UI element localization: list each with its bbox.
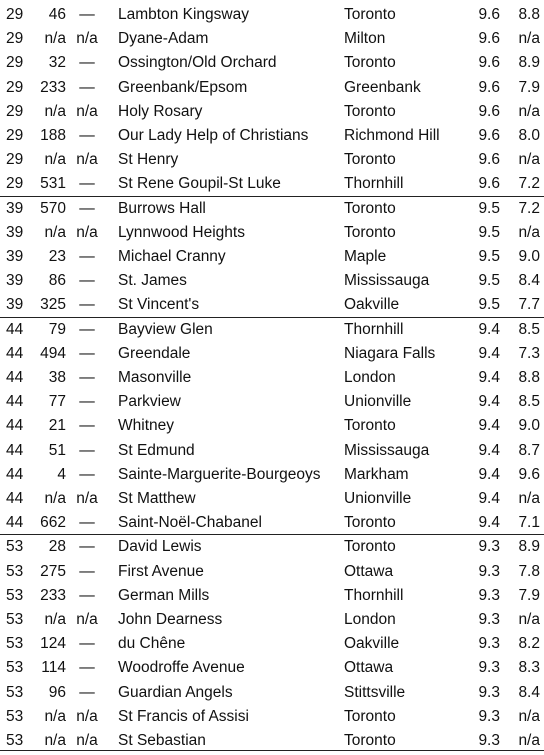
rank-cell: 29 xyxy=(6,30,24,48)
trend-cell: n/a xyxy=(76,102,98,120)
average-score-cell: n/a xyxy=(518,732,540,749)
school-name-cell: Lynnwood Heights xyxy=(118,223,245,241)
rank-cell: 39 xyxy=(6,223,24,241)
school-name-cell: Greendale xyxy=(118,344,191,362)
school-name-cell: Lambton Kingsway xyxy=(118,6,249,23)
score-cell: 9.5 xyxy=(478,248,500,265)
score-cell: 9.3 xyxy=(478,659,500,677)
rank-cell: 29 xyxy=(6,102,24,120)
average-score-cell: 8.4 xyxy=(518,683,540,701)
table-row xyxy=(0,3,544,27)
city-cell: Milton xyxy=(344,30,386,48)
school-name-cell: Parkview xyxy=(118,393,181,411)
school-name-cell: Greenbank/Epsom xyxy=(118,78,248,96)
average-score-cell: 8.4 xyxy=(518,272,540,290)
city-cell: Maple xyxy=(344,248,387,265)
score-cell: 9.6 xyxy=(478,6,500,23)
previous-rank-cell: 275 xyxy=(40,562,66,580)
average-score-cell: n/a xyxy=(518,223,540,241)
previous-rank-cell: 28 xyxy=(48,538,66,556)
trend-cell: — xyxy=(79,393,95,411)
average-score-cell: 8.8 xyxy=(518,369,540,386)
trend-cell: — xyxy=(79,320,95,338)
score-cell: 9.6 xyxy=(478,30,500,48)
rank-cell: 44 xyxy=(6,514,24,532)
average-score-cell: 8.9 xyxy=(518,538,540,556)
trend-cell: — xyxy=(79,659,95,677)
city-cell: Unionville xyxy=(344,393,412,411)
table-row xyxy=(0,197,544,221)
school-name-cell: German Mills xyxy=(118,586,210,604)
score-cell: 9.3 xyxy=(478,683,500,701)
school-name-cell: Bayview Glen xyxy=(118,320,213,338)
table-row xyxy=(0,100,544,124)
city-cell: Thornhill xyxy=(344,175,404,193)
table-row xyxy=(0,608,544,632)
average-score-cell: 8.5 xyxy=(518,393,540,411)
city-cell: Mississauga xyxy=(344,272,430,290)
table-bottom-rule xyxy=(0,750,544,751)
trend-cell: n/a xyxy=(76,490,98,507)
school-name-cell: St. James xyxy=(118,272,187,290)
city-cell: Toronto xyxy=(344,732,396,749)
trend-cell: — xyxy=(79,199,95,217)
score-cell: 9.5 xyxy=(478,223,500,241)
trend-cell: — xyxy=(79,344,95,362)
score-cell: 9.3 xyxy=(478,635,500,653)
score-cell: 9.3 xyxy=(478,586,500,604)
previous-rank-cell: 38 xyxy=(48,369,66,386)
table-row xyxy=(0,245,544,269)
trend-cell: — xyxy=(79,369,95,386)
rank-cell: 29 xyxy=(6,127,24,144)
rank-cell: 44 xyxy=(6,490,24,507)
table-row xyxy=(0,293,544,317)
city-cell: Toronto xyxy=(344,538,396,556)
average-score-cell: n/a xyxy=(518,611,540,628)
table-row xyxy=(0,221,544,245)
score-cell: 9.4 xyxy=(478,465,500,483)
trend-cell: n/a xyxy=(76,30,98,48)
school-name-cell: St Sebastian xyxy=(118,732,206,749)
city-cell: Toronto xyxy=(344,102,396,120)
average-score-cell: 9.6 xyxy=(518,465,540,483)
previous-rank-cell: n/a xyxy=(44,707,66,725)
score-cell: 9.6 xyxy=(478,127,500,144)
score-cell: 9.3 xyxy=(478,732,500,749)
school-name-cell: Saint-Noël-Chabanel xyxy=(118,514,262,532)
rank-cell: 53 xyxy=(6,635,24,653)
trend-cell: n/a xyxy=(76,151,98,169)
school-name-cell: Dyane-Adam xyxy=(118,30,209,48)
average-score-cell: 8.9 xyxy=(518,54,540,72)
average-score-cell: n/a xyxy=(518,707,540,725)
previous-rank-cell: 96 xyxy=(48,683,66,701)
city-cell: Ottawa xyxy=(344,659,394,677)
school-name-cell: Michael Cranny xyxy=(118,248,226,265)
rank-cell: 44 xyxy=(6,441,24,459)
city-cell: Toronto xyxy=(344,54,396,72)
city-cell: Toronto xyxy=(344,514,396,532)
average-score-cell: n/a xyxy=(518,151,540,169)
previous-rank-cell: 46 xyxy=(48,6,66,23)
previous-rank-cell: 124 xyxy=(40,635,66,653)
score-cell: 9.4 xyxy=(478,514,500,532)
score-cell: 9.3 xyxy=(478,562,500,580)
rank-cell: 53 xyxy=(6,586,24,604)
school-name-cell: St Vincent's xyxy=(118,296,200,314)
score-cell: 9.5 xyxy=(478,296,500,314)
rank-cell: 53 xyxy=(6,732,24,749)
school-name-cell: Ossington/Old Orchard xyxy=(118,54,277,72)
trend-cell: — xyxy=(79,296,95,314)
score-cell: 9.6 xyxy=(478,54,500,72)
average-score-cell: 7.9 xyxy=(518,78,540,96)
score-cell: 9.5 xyxy=(478,272,500,290)
table-row xyxy=(0,439,544,463)
average-score-cell: 8.7 xyxy=(518,441,540,459)
previous-rank-cell: 188 xyxy=(40,127,66,144)
trend-cell: — xyxy=(79,635,95,653)
score-cell: 9.4 xyxy=(478,320,500,338)
school-name-cell: St Henry xyxy=(118,151,179,169)
trend-cell: — xyxy=(79,54,95,72)
trend-cell: — xyxy=(79,514,95,532)
table-row xyxy=(0,318,544,342)
table-row xyxy=(0,487,544,511)
school-name-cell: Sainte-Marguerite-Bourgeoys xyxy=(118,465,321,483)
previous-rank-cell: 233 xyxy=(40,78,66,96)
rank-cell: 44 xyxy=(6,465,24,483)
score-cell: 9.6 xyxy=(478,102,500,120)
previous-rank-cell: 325 xyxy=(40,296,66,314)
average-score-cell: 8.5 xyxy=(518,320,540,338)
average-score-cell: n/a xyxy=(518,102,540,120)
rank-cell: 53 xyxy=(6,683,24,701)
city-cell: Toronto xyxy=(344,223,396,241)
table-row xyxy=(0,632,544,656)
score-cell: 9.4 xyxy=(478,344,500,362)
city-cell: Mississauga xyxy=(344,441,430,459)
school-name-cell: Holy Rosary xyxy=(118,102,203,120)
score-cell: 9.6 xyxy=(478,175,500,193)
previous-rank-cell: 233 xyxy=(40,586,66,604)
average-score-cell: n/a xyxy=(518,490,540,507)
score-cell: 9.4 xyxy=(478,417,500,435)
average-score-cell: 9.0 xyxy=(518,417,540,435)
school-name-cell: Whitney xyxy=(118,417,174,435)
average-score-cell: 7.9 xyxy=(518,586,540,604)
average-score-cell: 9.0 xyxy=(518,248,540,265)
trend-cell: — xyxy=(79,538,95,556)
rank-cell: 39 xyxy=(6,199,24,217)
school-name-cell: Guardian Angels xyxy=(118,683,233,701)
city-cell: Thornhill xyxy=(344,586,404,604)
table-row xyxy=(0,681,544,705)
previous-rank-cell: 4 xyxy=(57,465,66,483)
city-cell: London xyxy=(344,369,396,386)
trend-cell: — xyxy=(79,272,95,290)
trend-cell: — xyxy=(79,683,95,701)
previous-rank-cell: n/a xyxy=(44,490,66,507)
average-score-cell: 7.3 xyxy=(518,344,540,362)
average-score-cell: 7.7 xyxy=(518,296,540,314)
trend-cell: — xyxy=(79,562,95,580)
trend-cell: — xyxy=(79,441,95,459)
city-cell: Oakville xyxy=(344,296,400,314)
previous-rank-cell: 531 xyxy=(40,175,66,193)
score-cell: 9.3 xyxy=(478,538,500,556)
city-cell: Markham xyxy=(344,465,409,483)
trend-cell: — xyxy=(79,78,95,96)
table-row xyxy=(0,511,544,535)
previous-rank-cell: 662 xyxy=(40,514,66,532)
rank-cell: 44 xyxy=(6,344,24,362)
city-cell: Ottawa xyxy=(344,562,394,580)
table-row xyxy=(0,463,544,487)
table-row xyxy=(0,124,544,148)
trend-cell: n/a xyxy=(76,223,98,241)
previous-rank-cell: n/a xyxy=(44,151,66,169)
rank-cell: 29 xyxy=(6,151,24,169)
city-cell: Toronto xyxy=(344,417,396,435)
rank-cell: 53 xyxy=(6,707,24,725)
score-cell: 9.6 xyxy=(478,151,500,169)
average-score-cell: 7.2 xyxy=(518,199,540,217)
rank-cell: 44 xyxy=(6,417,24,435)
previous-rank-cell: 32 xyxy=(48,54,66,72)
previous-rank-cell: 570 xyxy=(40,199,66,217)
score-cell: 9.4 xyxy=(478,490,500,507)
score-cell: 9.4 xyxy=(478,441,500,459)
score-cell: 9.5 xyxy=(478,199,500,217)
city-cell: London xyxy=(344,611,396,628)
previous-rank-cell: 79 xyxy=(48,320,66,338)
city-cell: Oakville xyxy=(344,635,400,653)
trend-cell: — xyxy=(79,586,95,604)
average-score-cell: n/a xyxy=(518,30,540,48)
city-cell: Toronto xyxy=(344,6,396,23)
city-cell: Stittsville xyxy=(344,683,406,701)
table-row xyxy=(0,584,544,608)
table-row xyxy=(0,535,544,559)
previous-rank-cell: 77 xyxy=(48,393,66,411)
table-row xyxy=(0,27,544,51)
school-name-cell: John Dearness xyxy=(118,611,223,628)
rank-cell: 53 xyxy=(6,538,24,556)
table-row xyxy=(0,148,544,172)
trend-cell: — xyxy=(79,127,95,144)
average-score-cell: 8.8 xyxy=(518,6,540,23)
rank-cell: 29 xyxy=(6,78,24,96)
table-row xyxy=(0,414,544,438)
previous-rank-cell: 494 xyxy=(40,344,66,362)
table-row xyxy=(0,656,544,680)
school-name-cell: St Edmund xyxy=(118,441,195,459)
city-cell: Thornhill xyxy=(344,320,404,338)
rank-cell: 53 xyxy=(6,562,24,580)
school-name-cell: Burrows Hall xyxy=(118,199,206,217)
city-cell: Richmond Hill xyxy=(344,127,440,144)
score-cell: 9.3 xyxy=(478,611,500,628)
table-row xyxy=(0,76,544,100)
rank-cell: 44 xyxy=(6,320,24,338)
school-name-cell: First Avenue xyxy=(118,562,204,580)
table-row xyxy=(0,366,544,390)
trend-cell: — xyxy=(79,465,95,483)
table-row xyxy=(0,705,544,729)
previous-rank-cell: 23 xyxy=(48,248,66,265)
score-cell: 9.3 xyxy=(478,707,500,725)
school-name-cell: David Lewis xyxy=(118,538,202,556)
school-name-cell: Our Lady Help of Christians xyxy=(118,127,309,144)
average-score-cell: 7.2 xyxy=(518,175,540,193)
rank-cell: 44 xyxy=(6,393,24,411)
school-name-cell: Masonville xyxy=(118,369,192,386)
rank-cell: 53 xyxy=(6,659,24,677)
trend-cell: — xyxy=(79,417,95,435)
table-row xyxy=(0,560,544,584)
previous-rank-cell: n/a xyxy=(44,611,66,628)
rank-cell: 29 xyxy=(6,54,24,72)
rank-cell: 29 xyxy=(6,175,24,193)
trend-cell: — xyxy=(79,248,95,265)
table-row xyxy=(0,172,544,196)
score-cell: 9.6 xyxy=(478,78,500,96)
average-score-cell: 7.1 xyxy=(518,514,540,532)
previous-rank-cell: 21 xyxy=(48,417,66,435)
previous-rank-cell: n/a xyxy=(44,732,66,749)
trend-cell: n/a xyxy=(76,732,98,749)
previous-rank-cell: n/a xyxy=(44,102,66,120)
trend-cell: — xyxy=(79,6,95,23)
previous-rank-cell: 114 xyxy=(41,659,66,677)
city-cell: Toronto xyxy=(344,151,396,169)
city-cell: Greenbank xyxy=(344,78,421,96)
school-name-cell: St Francis of Assisi xyxy=(118,707,249,725)
score-cell: 9.4 xyxy=(478,369,500,386)
rank-cell: 39 xyxy=(6,296,24,314)
city-cell: Toronto xyxy=(344,707,396,725)
city-cell: Niagara Falls xyxy=(344,344,436,362)
rank-cell: 53 xyxy=(6,611,24,628)
table-row xyxy=(0,269,544,293)
table-row xyxy=(0,51,544,75)
trend-cell: n/a xyxy=(76,707,98,725)
previous-rank-cell: n/a xyxy=(44,223,66,241)
school-name-cell: du Chêne xyxy=(118,635,186,653)
previous-rank-cell: 51 xyxy=(48,441,66,459)
school-name-cell: St Rene Goupil-St Luke xyxy=(118,175,281,193)
city-cell: Toronto xyxy=(344,199,396,217)
city-cell: Unionville xyxy=(344,490,412,507)
rank-cell: 39 xyxy=(6,248,24,265)
trend-cell: n/a xyxy=(76,611,98,628)
score-cell: 9.4 xyxy=(478,393,500,411)
previous-rank-cell: n/a xyxy=(44,30,66,48)
average-score-cell: 8.0 xyxy=(518,127,540,144)
previous-rank-cell: 86 xyxy=(48,272,66,290)
average-score-cell: 7.8 xyxy=(518,562,540,580)
rank-cell: 29 xyxy=(6,6,24,23)
school-name-cell: Woodroffe Avenue xyxy=(118,659,245,677)
average-score-cell: 8.2 xyxy=(518,635,540,653)
average-score-cell: 8.3 xyxy=(518,659,540,677)
table-row xyxy=(0,342,544,366)
rank-cell: 39 xyxy=(6,272,24,290)
trend-cell: — xyxy=(79,175,95,193)
school-name-cell: St Matthew xyxy=(118,490,196,507)
table-row xyxy=(0,390,544,414)
rank-cell: 44 xyxy=(6,369,24,386)
